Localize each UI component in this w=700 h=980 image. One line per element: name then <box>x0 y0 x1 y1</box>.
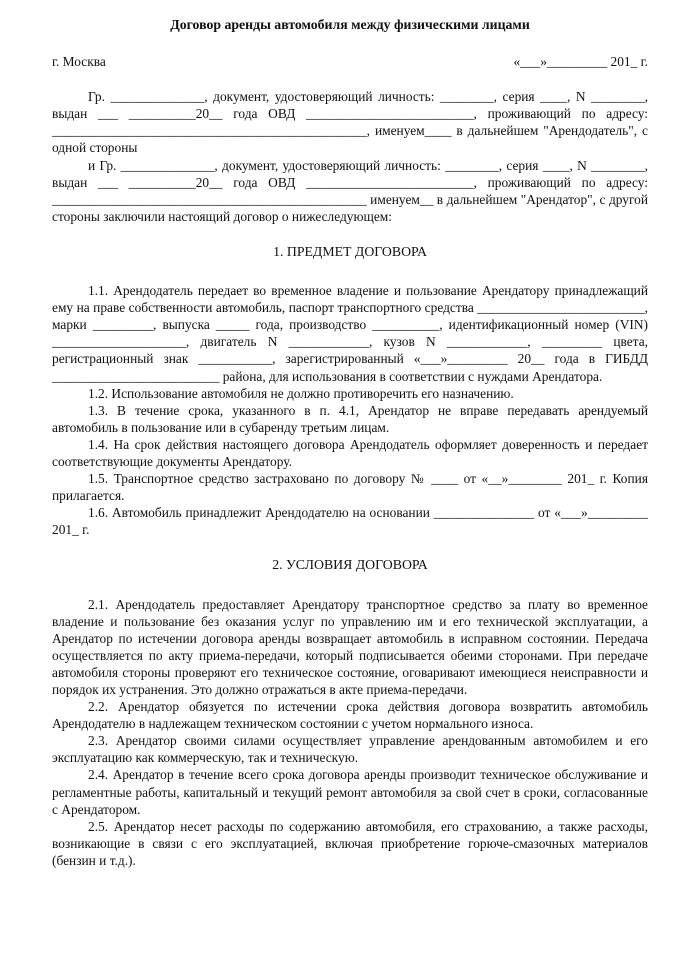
clause-2-5: 2.5. Арендатор несет расходы по содержанию автомобиля, его страхованию, а также расходы, возникающие в связи с его эксплуатацией, включая приобретение горюче-смазочных материалов (бензин и т.д.). <box>52 818 648 868</box>
clause-1-4: 1.4. На срок действия настоящего договора Арендодатель оформляет доверенность и передает соответствующие документы Арендатору. <box>52 436 648 469</box>
preamble-tenant: и Гр. ______________, документ, удостоверяющий личность: ________, серия ____, N ________, выдан ___ __________20__ года ОВД _________________________, проживающий по адресу: _______________________________________________ именуем__ в дальнейшем "Арендатор", с другой стороны заключили настоящий договор о нижеследующем: <box>52 157 648 224</box>
clause-2-1: 2.1. Арендодатель предоставляет Арендатору транспортное средство за плату во временное владение и пользование без оказания услуг по управлению им и его технической эксплуатации, а Арендатор по истечении договора аренды возвращает автомобиль в исправном состоянии. Передача осуществляется по акту приема-передачи, который подписывается обеими сторонами. При передаче автомобиля стороны проверяют его техническое состояние, оговаривают имеющиеся неисправности и порядок их устранения. Это должно отражаться в акте приема-передачи. <box>52 596 648 697</box>
date-field: «___»_________ 201_ г. <box>513 54 648 70</box>
clause-2-2: 2.2. Арендатор обязуется по истечении срока действия договора возвратить автомобиль Арендодателю в надлежащем техническом состоянии с учетом нормального износа. <box>52 699 648 732</box>
preamble-landlord: Гр. ______________, документ, удостоверяющий личность: ________, серия ____, N ________, выдан ___ __________20__ года ОВД _________________________, проживающий по адресу: _______________________________________________, именуем____ в дальнейшем "Арендодатель", с одной стороны <box>52 89 648 156</box>
clause-1-6: 1.6. Автомобиль принадлежит Арендодателю на основании _______________ от «___»_________ 201_ г. <box>52 505 648 538</box>
place-date-line <box>52 53 648 70</box>
clause-1-2: 1.2. Использование автомобиля не должно противоречить его назначению. <box>88 385 514 401</box>
city-label: г. Москва <box>52 54 106 70</box>
clause-1-5: 1.5. Транспортное средство застраховано по договору № ____ от «__»________ 201_ г. Копия прилагается. <box>52 471 648 504</box>
clause-1-1: 1.1. Арендодатель передает во временное владение и пользование Арендатору принадлежащий ему на праве собственности автомобиль, паспорт транспортного средства _________________________, марки _________, выпуска _____ года, производство __________, идентификационный номер (VIN) ____________________, двигатель N ____________, кузов N ____________, _________ цвета, регистрационный знак ___________, зарегистрированный «___»_________ 20__ года в ГИБДД _________________________ района, для использования в соответствии с нуждами Арендатора. <box>52 283 648 384</box>
section-2-heading: 2. УСЛОВИЯ ДОГОВОРА <box>272 557 428 573</box>
clause-2-4: 2.4. Арендатор в течение всего срока договора аренды производит техническое обслуживание и регламентные работы, капитальный и текущий ремонт автомобиля за свой счет в сроки, согласованные с Арендатором. <box>52 767 648 817</box>
clause-2-3: 2.3. Арендатор своими силами осуществляет управление арендованным автомобилем и его эксплуатацию как коммерческую, так и техническую. <box>52 733 648 766</box>
clause-1-3: 1.3. В течение срока, указанного в п. 4.1, Арендатор не вправе передавать арендуемый автомобиль в пользование или в субаренду третьим лицам. <box>52 402 648 435</box>
document-title: Договор аренды автомобиля между физическими лицами <box>170 17 530 32</box>
section-1-heading: 1. ПРЕДМЕТ ДОГОВОРА <box>273 243 427 259</box>
